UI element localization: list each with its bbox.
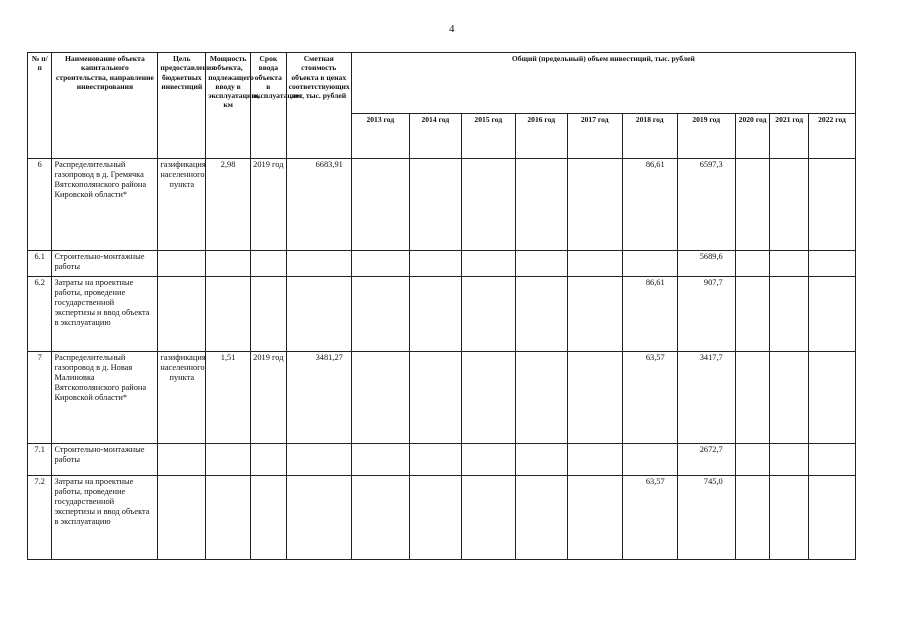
- row-2019: 745,0: [677, 476, 735, 560]
- table-row: [28, 251, 856, 277]
- year-2013: 2013 год: [351, 114, 409, 159]
- page-number: 4: [449, 23, 455, 35]
- year-2020: 2020 год: [735, 114, 770, 159]
- table-row: [28, 476, 856, 560]
- row-power: 1,51: [206, 352, 251, 444]
- header-num: № п/п: [28, 53, 52, 159]
- row-2019: 5689,6: [677, 251, 735, 277]
- row-goal: газификация населенного пункта: [158, 352, 206, 444]
- row-name: Строительно-монтажные работы: [52, 251, 158, 277]
- row-name: Распределительный газопровод в д. Гремячка Вятскополянского района Кировской области*: [52, 159, 158, 251]
- row-num: 6.1: [28, 251, 52, 277]
- year-2022: 2022 год: [809, 114, 856, 159]
- year-2017: 2017 год: [567, 114, 622, 159]
- row-cost: 6683,91: [286, 159, 351, 251]
- header-row: [28, 53, 856, 114]
- row-2018: 86,61: [622, 159, 677, 251]
- table-row: [28, 277, 856, 352]
- year-2016: 2016 год: [515, 114, 567, 159]
- row-2019: 6597,3: [677, 159, 735, 251]
- row-name: Строительно-монтажные работы: [52, 444, 158, 476]
- row-cost: 3481,27: [286, 352, 351, 444]
- year-2019: 2019 год: [677, 114, 735, 159]
- row-num: 7.2: [28, 476, 52, 560]
- row-2019: 907,7: [677, 277, 735, 352]
- year-2018: 2018 год: [622, 114, 677, 159]
- row-term: 2019 год: [251, 352, 287, 444]
- header-total: Общий (предельный) объем инвестиций, тыс. рублей: [351, 53, 855, 114]
- header-name: Наименование объекта капитального строительства, направление инвестирования: [52, 53, 158, 159]
- row-name: Распределительный газопровод в д. Новая Малиновка Вятскополянского района Кировской области*: [52, 352, 158, 444]
- header-cost: Сметная стоимость объекта в ценах соответствующих лет, тыс. рублей: [286, 53, 351, 159]
- row-num: 7: [28, 352, 52, 444]
- investment-table: [27, 52, 856, 560]
- row-num: 7.1: [28, 444, 52, 476]
- year-2014: 2014 год: [409, 114, 461, 159]
- row-2018: 86,61: [622, 277, 677, 352]
- header-term: Срок ввода объекта в эксплуатацию: [251, 53, 287, 159]
- row-name: Затраты на проектные работы, проведение государственной экспертизы и ввод объекта в эксплуатацию: [52, 277, 158, 352]
- row-num: 6: [28, 159, 52, 251]
- year-2015: 2015 год: [461, 114, 515, 159]
- row-2019: 2672,7: [677, 444, 735, 476]
- table-row: [28, 444, 856, 476]
- row-term: 2019 год: [251, 159, 287, 251]
- row-goal: газификация населенного пункта: [158, 159, 206, 251]
- header-goal: Цель предоставления бюджетных инвестиций: [158, 53, 206, 159]
- row-2019: 3417,7: [677, 352, 735, 444]
- header-power: Мощность объекта, подлежащего вводу в эксплуатацию, км: [206, 53, 251, 159]
- table-row: [28, 159, 856, 251]
- row-2018: 63,57: [622, 476, 677, 560]
- row-2018: [622, 251, 677, 277]
- row-2018: 63,57: [622, 352, 677, 444]
- row-name: Затраты на проектные работы, проведение государственной экспертизы и ввод объекта в эксплуатацию: [52, 476, 158, 560]
- row-2018: [622, 444, 677, 476]
- year-2021: 2021 год: [770, 114, 809, 159]
- row-num: 6.2: [28, 277, 52, 352]
- row-power: 2,98: [206, 159, 251, 251]
- table-row: [28, 352, 856, 444]
